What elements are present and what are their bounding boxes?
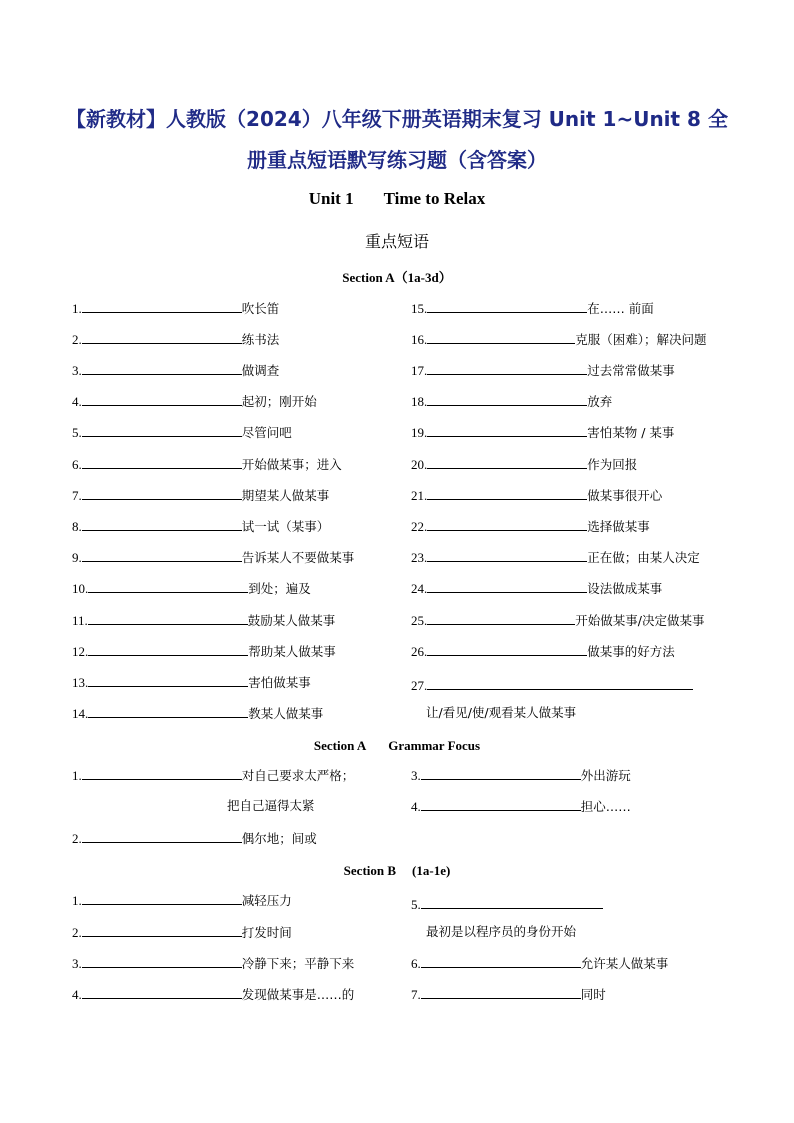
list-item [72,300,279,318]
item-meaning: 尽管问吧 [241,425,292,440]
page-title-line-2: 册重点短语默写练习题（含答案） [247,148,547,172]
item-meaning: 练书法 [241,332,280,347]
item-5-meaning: 最初是以程序员的身份开始 [426,924,577,939]
item-number: 12. [72,644,89,659]
answer-blank[interactable] [82,767,242,780]
item-number: 7. [411,987,421,1002]
list-item [411,518,650,536]
answer-blank[interactable] [82,424,242,437]
section-a-heading: Section A（1a-3d） [342,270,452,285]
item-27-meaning: 让/看见/使/观看某人做某事 [426,705,577,720]
item-meaning: 吹长笛 [241,301,280,316]
item-meaning: 期望某人做某事 [241,488,330,503]
answer-blank[interactable] [427,677,693,690]
section-b-heading [0,863,794,879]
item-meaning: 同时 [580,987,606,1002]
list-item [72,674,311,692]
item-meaning: 害怕某物 / 某事 [587,425,675,440]
answer-blank[interactable] [82,331,242,344]
answer-blank[interactable] [427,362,587,375]
list-item [72,986,354,1004]
list-item [411,798,631,816]
item-1-continuation: 把自己逼得太紧 [227,798,315,813]
item-meaning: 帮助某人做某事 [248,644,336,659]
grammar-focus-heading [0,738,794,754]
item-number: 20. [411,457,428,472]
item-number: 6. [72,457,82,472]
answer-blank[interactable] [427,518,587,531]
answer-blank[interactable] [421,767,581,780]
item-number: 22. [411,519,428,534]
list-item [72,705,323,723]
list-item [72,643,336,661]
answer-blank[interactable] [427,424,587,437]
list-item [411,393,612,411]
answer-blank[interactable] [82,549,242,562]
item-number: 5. [411,897,421,912]
list-item [411,896,603,914]
item-meaning: 正在做；由某人决定 [587,550,700,565]
section-b-heading-range: (1a-1e) [412,863,451,878]
list-item [72,612,335,630]
item-number: 16. [411,332,428,347]
item-number: 25. [411,613,428,628]
item-meaning: 做调查 [241,363,280,378]
answer-blank[interactable] [82,924,242,937]
answer-blank[interactable] [88,674,248,687]
item-number: 17. [411,363,428,378]
answer-blank[interactable] [421,896,603,909]
item-meaning: 做某事的好方法 [587,644,675,659]
item-number: 27. [411,678,428,693]
list-item [411,986,606,1004]
answer-blank[interactable] [88,612,248,625]
answer-blank[interactable] [427,612,575,625]
item-meaning: 开始做某事；进入 [241,457,342,472]
answer-blank[interactable] [421,986,581,999]
item-number: 4. [72,987,82,1002]
item-number: 6. [411,956,421,971]
item-meaning: 冷静下来；平静下来 [241,956,355,971]
answer-blank[interactable] [88,643,248,656]
answer-blank[interactable] [82,986,242,999]
answer-blank[interactable] [82,393,242,406]
answer-blank[interactable] [427,456,587,469]
list-item [411,612,704,630]
item-number: 23. [411,550,428,565]
list-item [411,362,675,380]
item-number: 2. [72,925,82,940]
answer-blank[interactable] [82,892,242,905]
item-meaning: 外出游玩 [580,768,631,783]
item-meaning: 鼓励某人做某事 [247,613,336,628]
list-item [411,300,654,318]
list-item [411,424,674,442]
item-meaning: 试一试（某事） [241,519,330,534]
grammar-heading-title: Grammar Focus [388,738,481,753]
answer-blank[interactable] [427,300,587,313]
answer-blank[interactable] [421,798,581,811]
list-item [411,487,662,505]
page-title-line-1: 【新教材】人教版（2024）八年级下册英语期末复习 Unit 1~Unit 8 全 [66,107,728,131]
item-number: 21. [411,488,428,503]
item-meaning: 克服（困难）；解决问题 [575,332,707,347]
item-meaning: 选择做某事 [587,519,650,534]
item-meaning: 害怕做某事 [248,675,311,690]
answer-blank[interactable] [88,705,248,718]
answer-blank[interactable] [427,487,587,500]
item-meaning: 到处；遍及 [248,581,311,596]
list-item [72,393,317,411]
list-item [411,549,700,567]
item-meaning: 作为回报 [587,457,638,472]
list-item [72,424,292,442]
item-meaning: 偶尔地；间或 [241,831,317,846]
list-item [72,487,329,505]
list-item [411,643,675,661]
answer-blank[interactable] [427,549,587,562]
item-meaning: 打发时间 [241,925,292,940]
grammar-heading-section: Section A [313,738,367,753]
answer-blank[interactable] [421,955,581,968]
item-number: 2. [72,332,82,347]
list-item [72,580,311,598]
item-number: 14. [72,706,89,721]
item-number: 3. [72,956,82,971]
unit-label: Unit 1 [308,189,354,208]
item-number: 5. [72,425,82,440]
item-meaning: 起初；刚开始 [241,394,317,409]
item-number: 15. [411,301,428,316]
item-number: 4. [72,394,82,409]
list-item [72,830,317,848]
item-meaning: 减轻压力 [241,893,292,908]
item-number: 26. [411,644,428,659]
list-item [411,767,631,785]
item-meaning: 在…… 前面 [587,301,654,316]
list-item [72,331,279,349]
item-number: 10. [72,581,89,596]
list-item [72,518,329,536]
item-number: 8. [72,519,82,534]
list-item [72,892,292,910]
list-item [411,580,662,598]
item-meaning: 放弃 [587,394,613,409]
list-item [411,331,707,349]
answer-blank[interactable] [427,331,575,344]
item-meaning: 教某人做某事 [248,706,324,721]
item-number: 18. [411,394,428,409]
item-meaning: 允许某人做某事 [580,956,669,971]
list-item [72,924,292,942]
item-number: 9. [72,550,82,565]
answer-blank[interactable] [82,456,242,469]
item-number: 3. [72,363,82,378]
answer-blank[interactable] [427,580,587,593]
section-b-heading-section: Section B [343,863,397,878]
unit-name: Time to Relax [383,189,486,208]
answer-blank[interactable] [82,300,242,313]
item-meaning: 发现做某事是……的 [241,987,355,1002]
item-number: 3. [411,768,421,783]
item-meaning: 开始做某事/决定做某事 [575,613,705,628]
item-meaning: 设法做成某事 [587,581,663,596]
list-item [72,767,354,785]
answer-blank[interactable] [427,643,587,656]
item-meaning: 对自己要求太严格； [241,768,355,783]
item-number: 4. [411,799,421,814]
list-item [72,362,279,380]
item-number: 1. [72,893,82,908]
answer-blank[interactable] [82,362,242,375]
answer-blank[interactable] [82,830,242,843]
item-number: 19. [411,425,428,440]
list-item [72,549,354,567]
item-number: 11. [72,613,88,628]
answer-blank[interactable] [88,580,248,593]
list-item [72,456,342,474]
answer-blank[interactable] [427,393,587,406]
answer-blank[interactable] [82,487,242,500]
item-number: 13. [72,675,89,690]
item-meaning: 做某事很开心 [587,488,663,503]
item-number: 1. [72,768,82,783]
list-item [411,677,693,695]
answer-blank[interactable] [82,955,242,968]
item-meaning: 过去常常做某事 [587,363,675,378]
item-number: 7. [72,488,82,503]
item-number: 2. [72,831,82,846]
item-number: 1. [72,301,82,316]
item-number: 24. [411,581,428,596]
answer-blank[interactable] [82,518,242,531]
item-meaning: 告诉某人不要做某事 [241,550,355,565]
list-item [411,456,637,474]
item-meaning: 担心…… [580,799,631,814]
unit-heading [0,189,794,209]
list-item [72,955,354,973]
key-phrases-heading: 重点短语 [364,232,429,251]
list-item [411,955,668,973]
